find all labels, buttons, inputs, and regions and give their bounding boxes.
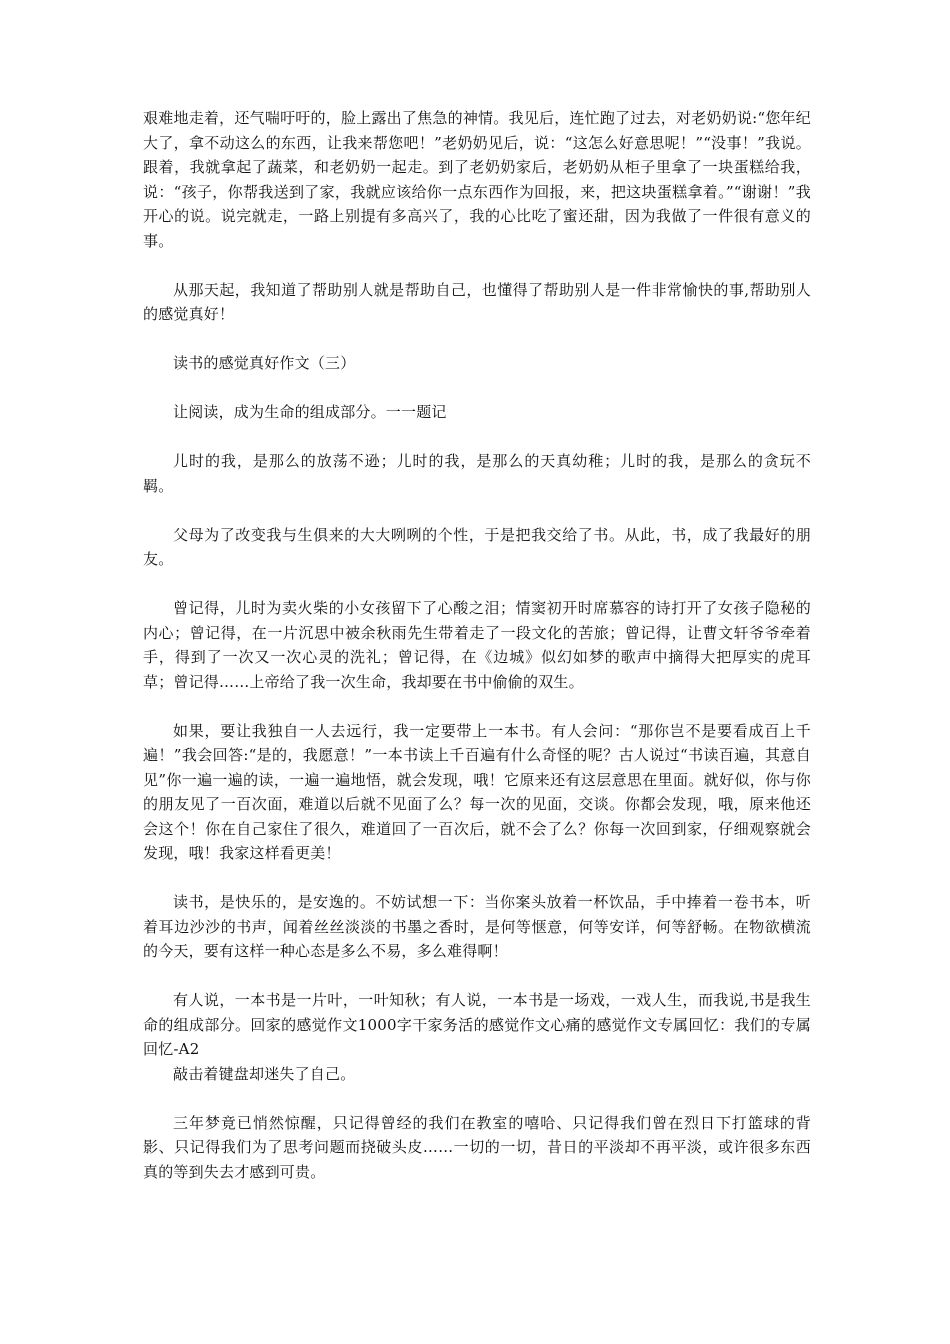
document-body bbox=[143, 106, 811, 1209]
paragraph-life-part: 有人说，一本书是一片叶，一叶知秋；有人说，一本书是一场戏，一戏人生，而我说,书是我生命的组成部分。回家的感觉作文1000字干家务活的感觉作文心痛的感觉作文专属回忆：我们的专属回忆-A2 bbox=[143, 991, 811, 1058]
paragraph-joy-of-reading: 读书，是快乐的，是安逸的。不妨试想一下：当你案头放着一杯饮品，手中捧着一卷书本，听着耳边沙沙的书声，闻着丝丝淡淡的书墨之香时，是何等惬意，何等安详，何等舒畅。在物欲横流的今天，要有这样一种心态是多么不易，多么难得啊！ bbox=[143, 893, 811, 960]
epigraph: 让阅读，成为生命的组成部分。一一题记 bbox=[173, 403, 447, 421]
essay-title: 读书的感觉真好作文（三） bbox=[173, 354, 356, 372]
paragraph-story-ending: 艰难地走着，还气喘吁吁的，脸上露出了焦急的神情。我见后，连忙跑了过去，对老奶奶说:“您年纪大了，拿不动这么的东西，让我来帮您吧！”老奶奶见后，说：“这怎么好意思呢！”“没事！”我说。跟着，我就拿起了蔬菜，和老奶奶一起走。到了老奶奶家后，老奶奶从柜子里拿了一块蛋糕给我，说：“孩子，你帮我送到了家，我就应该给你一点东西作为回报，来，把这块蛋糕拿着。”“谢谢！”我开心的说。说完就走，一路上别提有多高兴了，我的心比吃了蜜还甜，因为我做了一件很有意义的事。 bbox=[143, 109, 811, 250]
paragraph-childhood: 儿时的我，是那么的放荡不逊；儿时的我，是那么的天真幼稚；儿时的我，是那么的贪玩不羁。 bbox=[143, 452, 811, 495]
paragraph-parents: 父母为了改变我与生俱来的大大咧咧的个性，于是把我交给了书。从此，书，成了我最好的朋友。 bbox=[143, 525, 811, 568]
paragraph-rereading: 如果，要让我独自一人去远行，我一定要带上一本书。有人会问：“那你岂不是要看成百上千遍！”我会回答:“是的，我愿意！”一本书读上千百遍有什么奇怪的呢？古人说过“书读百遍，其意自见”你一遍一遍的读，一遍一遍地悟，就会发现，哦！它原来还有这层意思在里面。就好似，你与你的朋友见了一百次面，难道以后就不见面了么？每一次的见面，交谈。你都会发现，哦，原来他还会这个！你在自己家住了很久，难道回了一百次后，就不会了么？你每一次回到家，仔细观察就会发现，哦！我家这样看更美！ bbox=[143, 721, 811, 862]
paragraph-memories: 曾记得，儿时为卖火柴的小女孩留下了心酸之泪；情窦初开时席慕容的诗打开了女孩子隐秘的内心；曾记得，在一片沉思中被余秋雨先生带着走了一段文化的苦旅；曾记得，让曹文轩爷爷牵着手，得到了一次又一次心灵的洗礼；曾记得，在《边城》似幻如梦的歌声中摘得大把厚实的虎耳草；曾记得……上帝给了我一次生命，我却要在书中偷偷的双生。 bbox=[143, 599, 811, 691]
paragraph-conclusion: 从那天起，我知道了帮助别人就是帮助自己，也懂得了帮助别人是一件非常愉快的事,帮助别人的感觉真好！ bbox=[143, 280, 811, 323]
paragraph-three-years: 三年梦竟已悄然惊醒，只记得曾经的我们在教室的嘻哈、只记得我们曾在烈日下打篮球的背影、只记得我们为了思考问题而挠破头皮……一切的一切，昔日的平淡却不再平淡，或许很多东西真的等到失去才感到可贵。 bbox=[143, 1113, 811, 1181]
paragraph-keyboard: 敲击着键盘却迷失了自己。 bbox=[173, 1064, 356, 1083]
